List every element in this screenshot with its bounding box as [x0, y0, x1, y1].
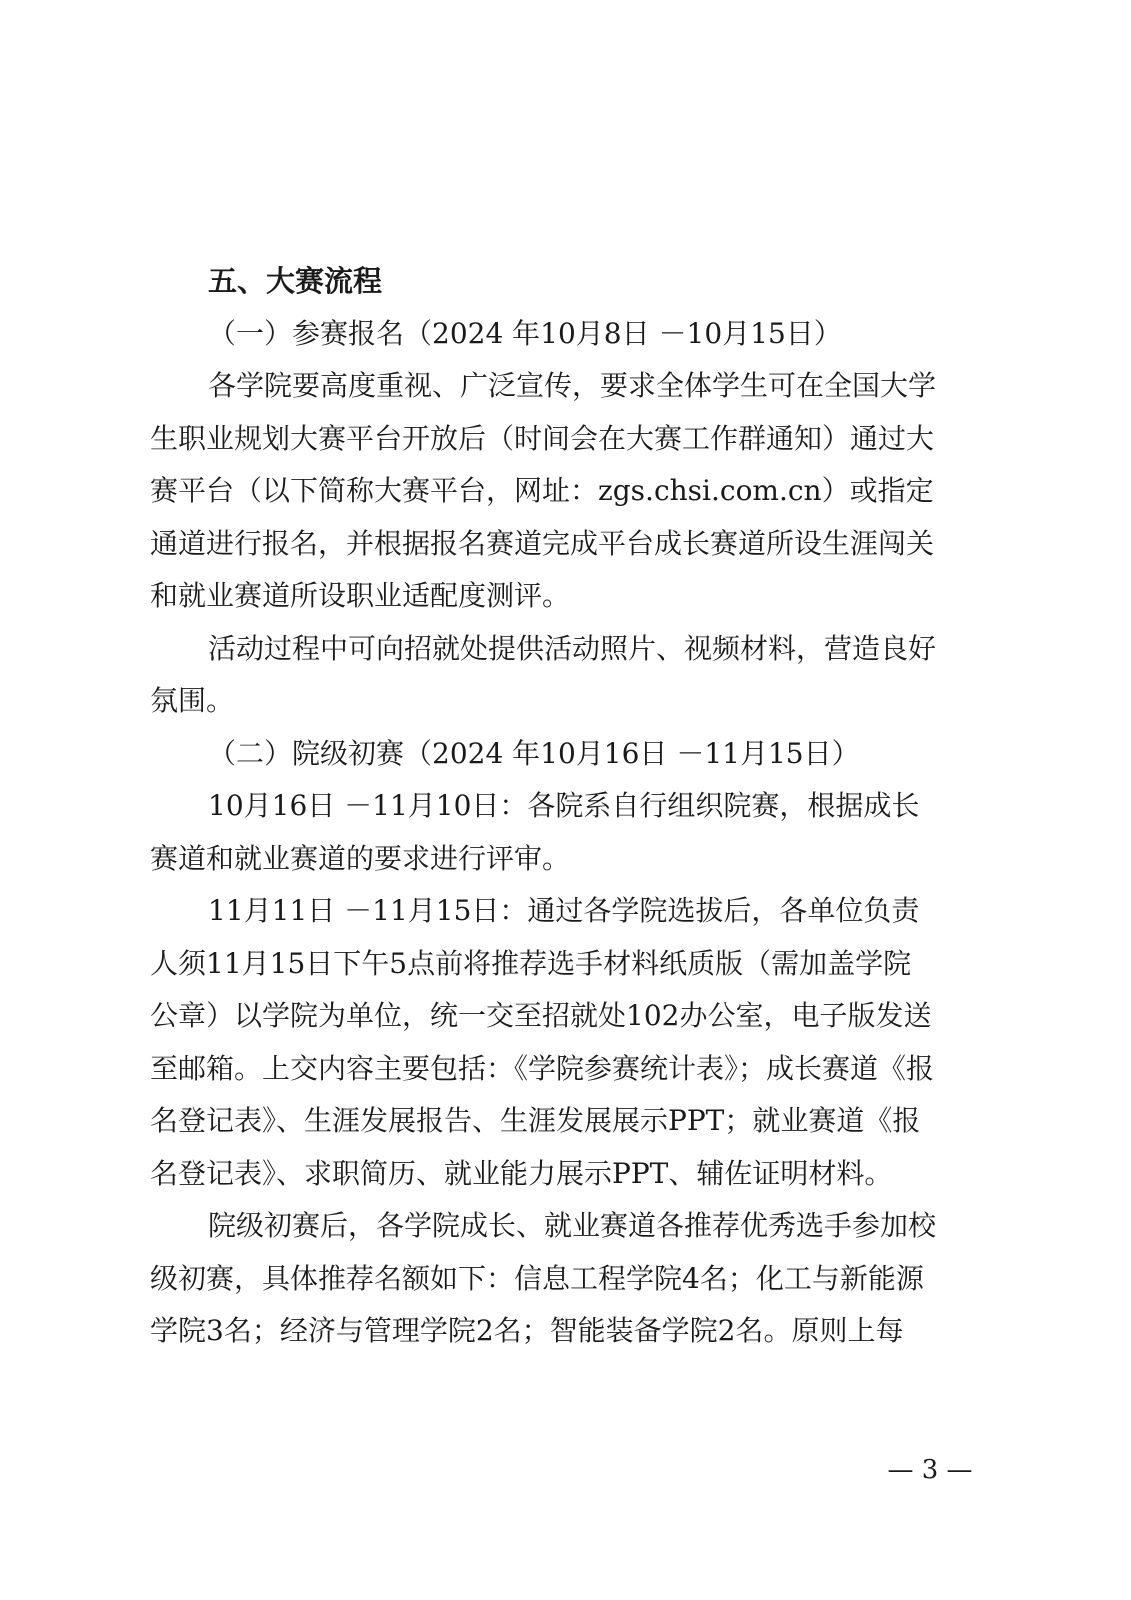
subsection-heading-preliminary: （二）院级初赛（2024 年10月16日 －11月15日）	[208, 736, 860, 770]
paragraph-line: 各学院要高度重视、广泛宣传，要求全体学生可在全国大学	[208, 369, 937, 402]
paragraph-line: 至邮箱。上交内容主要包括：《学院参赛统计表》；成长赛道《报	[150, 1051, 935, 1085]
paragraph-college-review	[150, 780, 980, 885]
section-heading: 五、大赛流程	[208, 264, 383, 298]
paragraph-line: 10月16日 －11月10日：各院系自行组织院赛，根据成长	[208, 789, 920, 822]
paragraph-line: 11月11日 －11月15日：通过各学院选拔后，各单位负责	[208, 894, 920, 927]
paragraph-registration	[150, 360, 980, 623]
paragraph-line: 级初赛，具体推荐名额如下：信息工程学院4名；化工与新能源	[150, 1261, 924, 1295]
paragraph-line: 名登记表》、求职简历、就业能力展示PPT、辅佐证明材料。	[150, 1156, 893, 1190]
paragraph-line: 氛围。	[150, 684, 235, 717]
paragraph-line: 公章）以学院为单位，统一交至招就处102办公室，电子版发送	[150, 999, 932, 1032]
paragraph-line: 和就业赛道所设职业适配度测评。	[150, 579, 571, 612]
page-number: — 3 —	[887, 1455, 973, 1485]
paragraph-line: 活动过程中可向招就处提供活动照片、视频材料，营造良好	[208, 631, 937, 665]
paragraph-line: 赛道和就业赛道的要求进行评审。	[150, 841, 571, 875]
paragraph-line: 人须11月15日下午5点前将推荐选手材料纸质版（需加盖学院	[150, 946, 912, 980]
paragraph-line: 学院3名；经济与管理学院2名；智能装备学院2名。原则上每	[150, 1314, 904, 1347]
paragraph-line: 生职业规划大赛平台开放后（时间会在大赛工作群通知）通过大	[150, 421, 935, 455]
paragraph-activity-materials	[150, 623, 980, 728]
paragraph-line: 通道进行报名，并根据报名赛道完成平台成长赛道所设生涯闯关	[150, 526, 935, 560]
paragraph-submission	[150, 885, 980, 1200]
document-body	[150, 255, 980, 1358]
paragraph-line: 名登记表》、生涯发展报告、生涯发展展示PPT；就业赛道《报	[150, 1104, 921, 1137]
paragraph-line: 赛平台（以下简称大赛平台，网址：zgs.chsi.com.cn）或指定	[150, 474, 934, 507]
subsection-heading-registration: （一）参赛报名（2024 年10月8日 －10月15日）	[208, 316, 842, 350]
paragraph-line: 院级初赛后，各学院成长、就业赛道各推荐优秀选手参加校	[208, 1209, 937, 1242]
paragraph-quota	[150, 1200, 980, 1358]
